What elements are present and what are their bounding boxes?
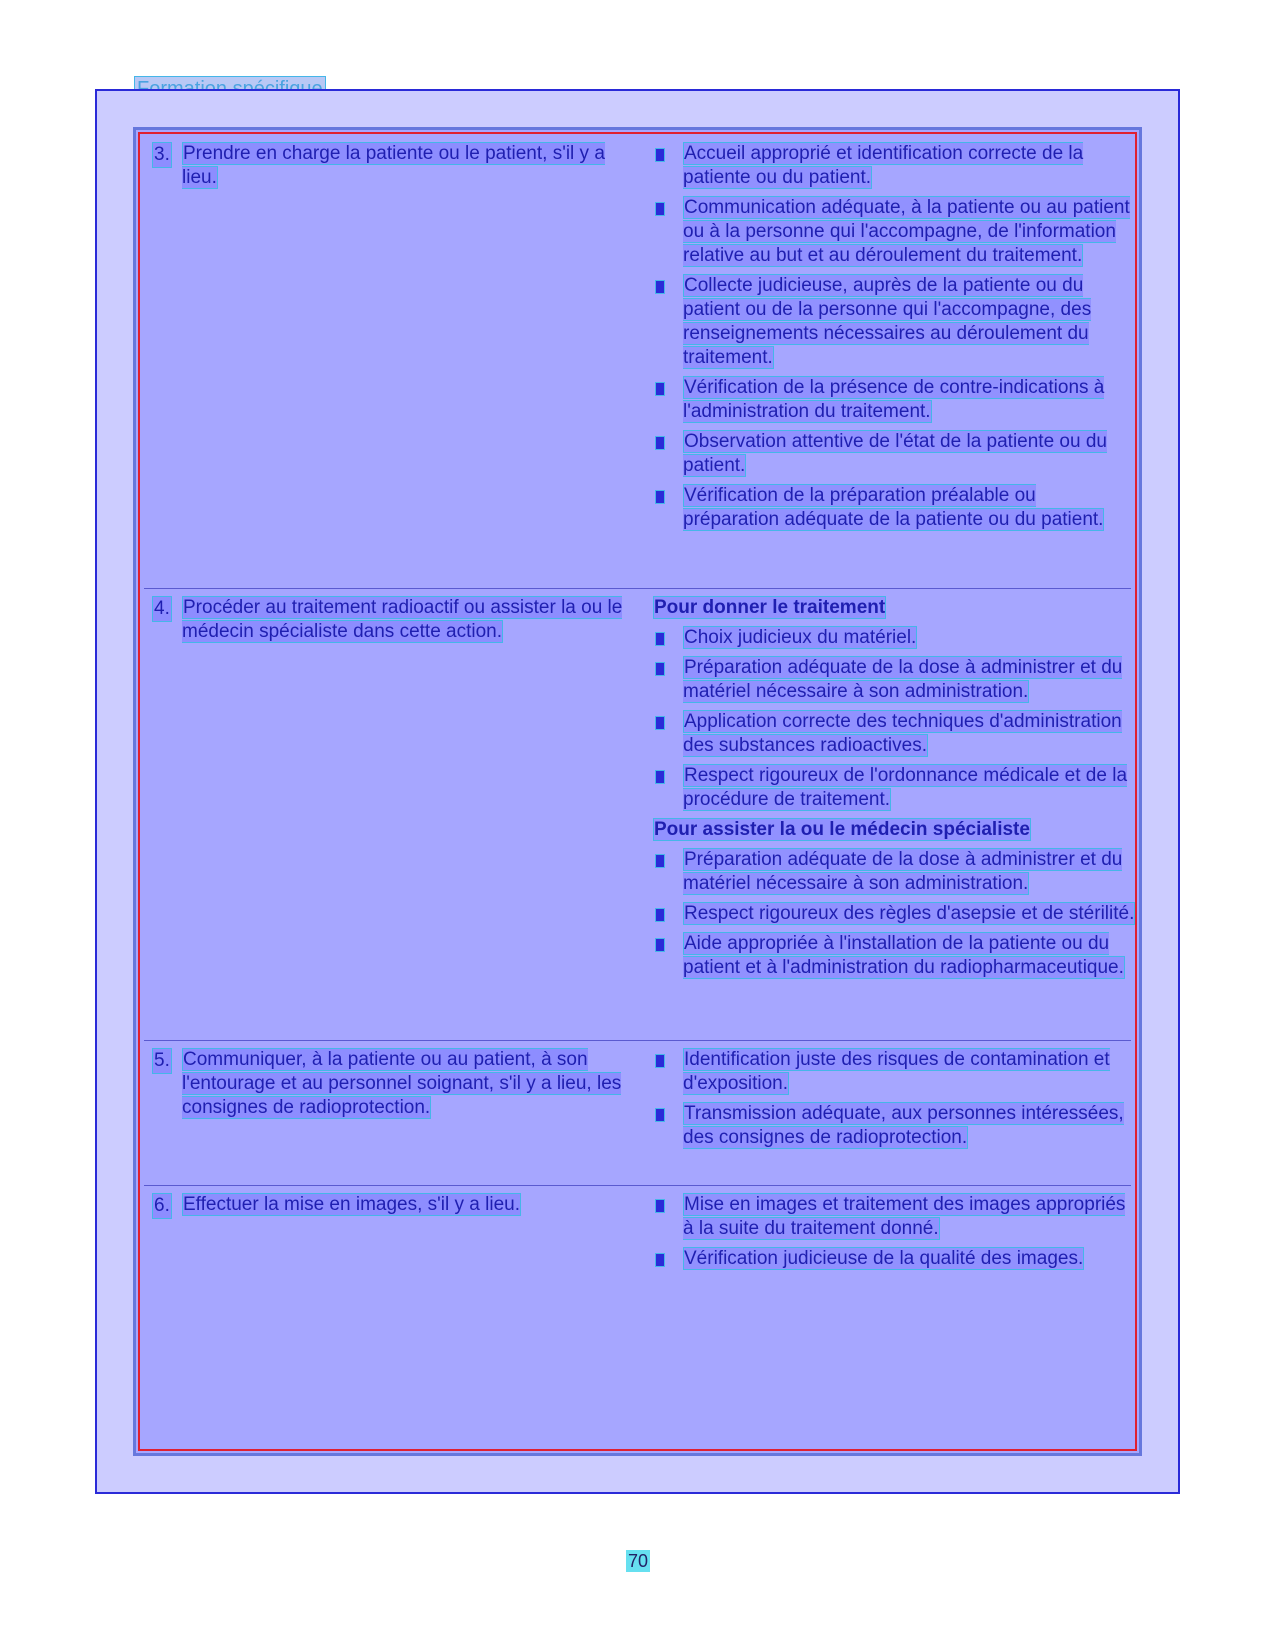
- task-cell: [152, 142, 642, 190]
- criteria-item: [653, 902, 1137, 926]
- criteria-item: [653, 710, 1137, 758]
- criteria-item: [653, 848, 1137, 896]
- criteria-text: Identification juste des risques de contamination et d'exposition.: [683, 1049, 1110, 1094]
- criteria-item: [653, 1102, 1137, 1150]
- table-border: [138, 132, 1137, 1451]
- criteria-text: Vérification de la préparation préalable ou préparation adéquate de la patiente ou du patient.: [683, 485, 1104, 530]
- criteria-item: [653, 274, 1137, 370]
- task-number: 6.: [152, 1193, 172, 1219]
- bullet-icon: [655, 662, 665, 676]
- task-text: Effectuer la mise en images, s'il y a lieu.: [183, 1194, 520, 1215]
- criteria-cell: [653, 1193, 1137, 1277]
- bullet-icon: [655, 1199, 665, 1213]
- bullet-icon: [655, 908, 665, 922]
- table-row: [144, 134, 1131, 589]
- criteria-cell: [653, 1048, 1137, 1156]
- page-number: 70: [628, 1551, 649, 1571]
- bullet-icon: [655, 148, 665, 162]
- task-text: Communiquer, à la patiente ou au patient, à son l'entourage et au personnel soignant, s'il y a lieu, les consignes de radioprotection.: [182, 1049, 622, 1118]
- criteria-text: Préparation adéquate de la dose à administrer et du matériel nécessaire à son administration.: [683, 657, 1123, 702]
- bullet-icon: [655, 1108, 665, 1122]
- criteria-text: Préparation adéquate de la dose à administrer et du matériel nécessaire à son administration.: [683, 849, 1123, 894]
- task-cell: [152, 1193, 642, 1217]
- criteria-text: Respect rigoureux de l'ordonnance médicale et de la procédure de traitement.: [683, 765, 1128, 810]
- task-number: 3.: [152, 142, 172, 168]
- criteria-cell: [653, 142, 1137, 538]
- criteria-item: [653, 764, 1137, 812]
- criteria-text: Accueil approprié et identification correcte de la patiente ou du patient.: [683, 143, 1084, 188]
- criteria-text: Application correcte des techniques d'administration des substances radioactives.: [683, 711, 1122, 756]
- table-row: [144, 1185, 1131, 1445]
- criteria-item: [653, 1048, 1137, 1096]
- criteria-cell: [653, 596, 1137, 986]
- bullet-icon: [655, 1054, 665, 1068]
- task-cell: [152, 1048, 642, 1120]
- criteria-heading-text: Pour assister la ou le médecin spécialiste: [654, 819, 1030, 840]
- bullet-icon: [655, 632, 665, 646]
- criteria-heading-text: Pour donner le traitement: [654, 597, 886, 618]
- criteria-item: [653, 1247, 1137, 1271]
- criteria-text: Vérification judicieuse de la qualité des images.: [684, 1248, 1084, 1269]
- table-row: [144, 588, 1135, 1041]
- criteria-item: [653, 376, 1137, 424]
- criteria-text: Collecte judicieuse, auprès de la patiente ou du patient ou de la personne qui l'accompagne, des renseignements nécessaires au déroulement du traitement.: [683, 275, 1092, 368]
- criteria-text: Communication adéquate, à la patiente ou au patient ou à la personne qui l'accompagne, de l'information relative au but et au déroulement du traitement.: [683, 197, 1130, 266]
- criteria-text: Transmission adéquate, aux personnes intéressées, des consignes de radioprotection.: [683, 1103, 1124, 1148]
- bullet-icon: [655, 436, 665, 450]
- criteria-item: [653, 484, 1137, 532]
- bullet-icon: [655, 770, 665, 784]
- criteria-item: [653, 656, 1137, 704]
- task-text: Procéder au traitement radioactif ou assister la ou le médecin spécialiste dans cette action.: [182, 597, 623, 642]
- bullet-icon: [655, 202, 665, 216]
- criteria-text: Respect rigoureux des règles d'asepsie et de stérilité.: [684, 903, 1135, 924]
- bullet-icon: [655, 1253, 665, 1267]
- criteria-text: Vérification de la présence de contre-indications à l'administration du traitement.: [683, 377, 1105, 422]
- bullet-icon: [655, 382, 665, 396]
- criteria-text: Mise en images et traitement des images appropriés à la suite du traitement donné.: [683, 1194, 1126, 1239]
- criteria-item: [653, 196, 1137, 268]
- bullet-icon: [655, 938, 665, 952]
- criteria-text: Aide appropriée à l'installation de la patiente ou du patient et à l'administration du radiopharmaceutique.: [683, 933, 1124, 978]
- criteria-item: [653, 142, 1137, 190]
- task-text: Prendre en charge la patiente ou le patient, s'il y a lieu.: [182, 143, 605, 188]
- criteria-text: Observation attentive de l'état de la patiente ou du patient.: [683, 431, 1107, 476]
- task-cell: [152, 596, 642, 644]
- criteria-heading: [653, 596, 1137, 620]
- bullet-icon: [655, 716, 665, 730]
- criteria-item: [653, 626, 1137, 650]
- competency-table: [133, 127, 1142, 1456]
- criteria-item: [653, 932, 1137, 980]
- task-number: 4.: [152, 596, 172, 622]
- bullet-icon: [655, 490, 665, 504]
- bullet-icon: [655, 854, 665, 868]
- criteria-text: Choix judicieux du matériel.: [684, 627, 917, 648]
- table-row: [144, 1040, 1131, 1186]
- criteria-item: [653, 430, 1137, 478]
- task-number: 5.: [152, 1048, 172, 1074]
- bullet-icon: [655, 280, 665, 294]
- criteria-heading: [653, 818, 1137, 842]
- criteria-item: [653, 1193, 1137, 1241]
